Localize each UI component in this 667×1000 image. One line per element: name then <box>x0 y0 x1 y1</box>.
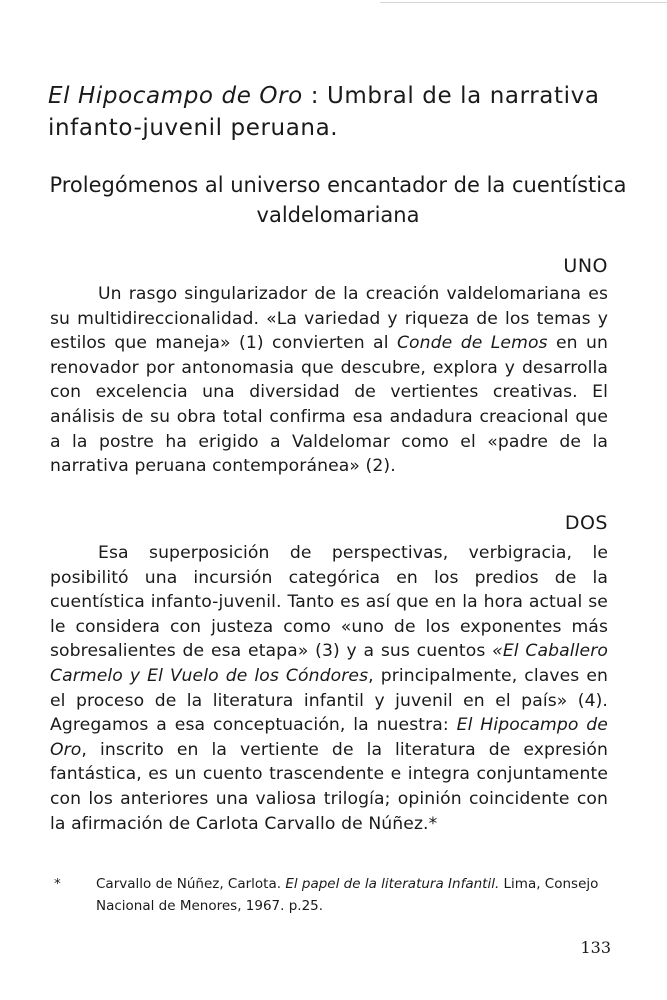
top-rule <box>380 2 667 3</box>
footnote <box>50 873 610 917</box>
paragraph-dos-part-5: , inscrito en la vertiente de la literatura de expresión fantástica, es un cuento trascendente e integra conjuntamente con los anteriores una valiosa trilogía; opinión coincidente con la afirmación de Carlota Carvallo de Núñez.* <box>50 739 608 834</box>
section-heading-uno: UNO <box>563 255 608 277</box>
title-rest: : Umbral de la narrativa infanto-juvenil peruana. <box>48 83 600 141</box>
paragraph-dos-part-1: Esa superposición de perspectivas, verbigracia, le posibilitó una incursión categórica en los predios de la cuentística infanto-juvenil. Tanto es así que en la hora actual se le considera con justeza como «uno de los exponentes más sobresalientes de esa etapa» (3) y a sus cuentos <box>50 543 608 662</box>
title-work-name: El Hipocampo de Oro <box>48 83 303 109</box>
chapter-title <box>48 80 628 144</box>
footnote-mark: * <box>54 876 61 892</box>
paragraph-dos <box>50 541 608 836</box>
paragraph-dos-italic-hipocampo: El Hipocampo de Oro <box>50 715 608 760</box>
paragraph-uno <box>50 282 608 479</box>
paragraph-dos-part-3: , principalmente, claves en el proceso de la literatura infantil y juvenil en el país» (4). Agregamos a esa conceptuación, la nuestra: <box>50 665 608 736</box>
paragraph-uno-italic-conde: Conde de Lemos <box>396 333 548 354</box>
page-number: 133 <box>580 938 611 957</box>
section-heading-dos: DOS <box>564 512 608 534</box>
footnote-work: El papel de la literatura Infantil. <box>285 876 500 892</box>
footnote-rest: Lima, Consejo Nacional de Menores, 1967. p.25. <box>96 876 599 914</box>
chapter-subtitle: Prolegómenos al universo encantador de la cuentística valdelomariana <box>49 173 627 227</box>
paragraph-uno-part-1: Un rasgo singularizador de la creación valdelomariana es su multidireccionalidad. «La variedad y riqueza de los temas y estilos que maneja» (1) convierten al <box>50 284 608 354</box>
paragraph-dos-italic-cuentos: «El Caballero Carmelo y El Vuelo de los Cóndores <box>50 641 608 686</box>
footnote-text <box>96 873 610 917</box>
footnote-author: Carvallo de Núñez, Carlota. <box>96 876 286 892</box>
paragraph-uno-part-3: en un renovador por antonomasia que descubre, explora y desarrolla con excelencia una diversidad de vertientes creativas. El análisis de su obra total confirma esa andadura creacional que a la postre ha erigido a Valdelomar como el «padre de la narrativa peruana contemporánea» (2). <box>50 333 608 477</box>
